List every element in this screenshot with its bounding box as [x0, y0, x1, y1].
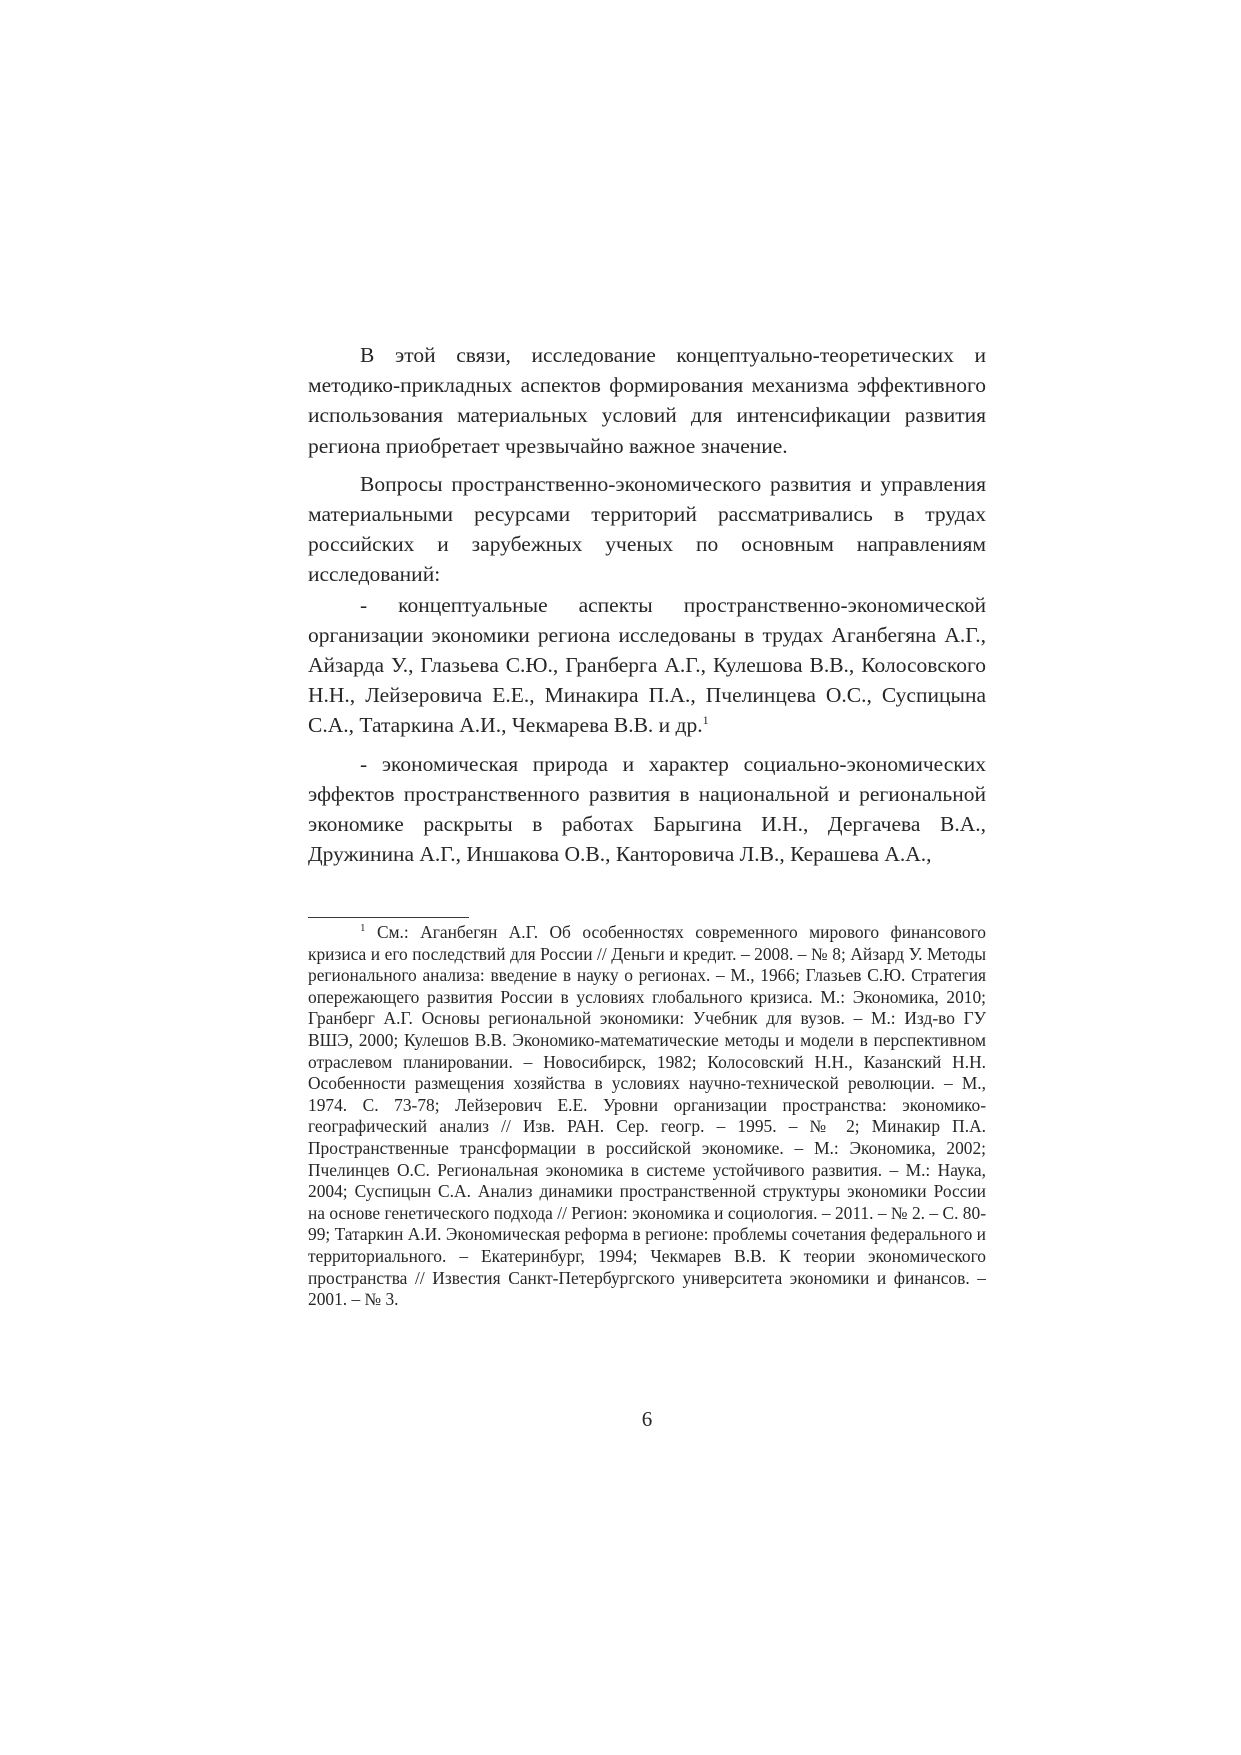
body-paragraph-3: [308, 590, 986, 741]
footnote: [308, 922, 986, 1311]
footnote-reference[interactable]: 1: [702, 713, 709, 728]
footnote-text: См.: Аганбегян А.Г. Об особенностях современного мирового финансового кризиса и его последствий для России // Деньги и кредит. – 2008. – № 8; Айзард У. Методы регионального анализа: введение в науку о регионах. – М., 1966; Глазьев С.Ю. Стратегия опережающего развития России в условиях глобального кризиса. М.: Экономика, 2010; Гранберг А.Г. Основы региональной экономики: Учебник для вузов. – М.: Изд-во ГУ ВШЭ, 2000; Кулешов В.В. Экономико-математические методы и модели в перспективном отраслевом планировании. – Новосибирск, 1982; Колосовский Н.Н., Казанский Н.Н. Особенности размещения хозяйства в условиях научно-технической революции. – М., 1974. С. 73-78; Лейзерович Е.Е. Уровни организации пространства: экономико-географический анализ // Изв. РАН. Сер. геогр. – 1995. – № 2; Минакир П.А. Пространственные трансформации в российской экономике. – М.: Экономика, 2002; Пчелинцев О.С. Региональная экономика в системе устойчивого развития. – М.: Наука, 2004; Суспицын С.А. Анализ динамики пространственной структуры экономики России на основе генетического подхода // Регион: экономика и социология. – 2011. – № 2. – С. 80-99; Татаркин А.И. Экономическая реформа в регионе: проблемы сочетания федерального и территориального. – Екатеринбург, 1994; Чекмарев В.В. К теории экономического пространства // Известия Санкт-Петербургского университета экономики и финансов. – 2001. – № 3.: [308, 922, 986, 1310]
page-number: 6: [641, 1407, 653, 1431]
footnote-marker: 1: [360, 922, 366, 935]
footnote-separator: [308, 917, 469, 918]
body-paragraph-2: Вопросы пространственно-экономического развития и управления материальными ресурсами территорий рассматривались в трудах российских и зарубежных ученых по основным направлениям исследований:: [308, 471, 986, 587]
body-paragraph-1: В этой связи, исследование концептуально-теоретических и методико-прикладных аспектов формирования механизма эффективного использования материальных условий для интенсификации развития региона приобретает чрезвычайно важное значение.: [308, 343, 986, 458]
body-paragraph-3-text: - концептуальные аспекты пространственно-экономической организации экономики региона исследованы в трудах Аганбегяна А.Г., Айзарда У., Глазьева С.Ю., Гранберга А.Г., Кулешова В.В., Колосовского Н.Н., Лейзеровича Е.Е., Минакира П.А., Пчелинцева О.С., Суспицына С.А., Татаркина А.И., Чекмарева В.В. и др.: [308, 592, 986, 738]
body-paragraph-4: - экономическая природа и характер социально-экономических эффектов пространственного развития в национальной и региональной экономике раскрыты в работах Барыгина И.Н., Дергачева В.А., Дружинина А.Г., Иншакова О.В., Канторовича Л.В., Керашева А.А.,: [308, 751, 986, 867]
main-text-block: [308, 340, 986, 869]
